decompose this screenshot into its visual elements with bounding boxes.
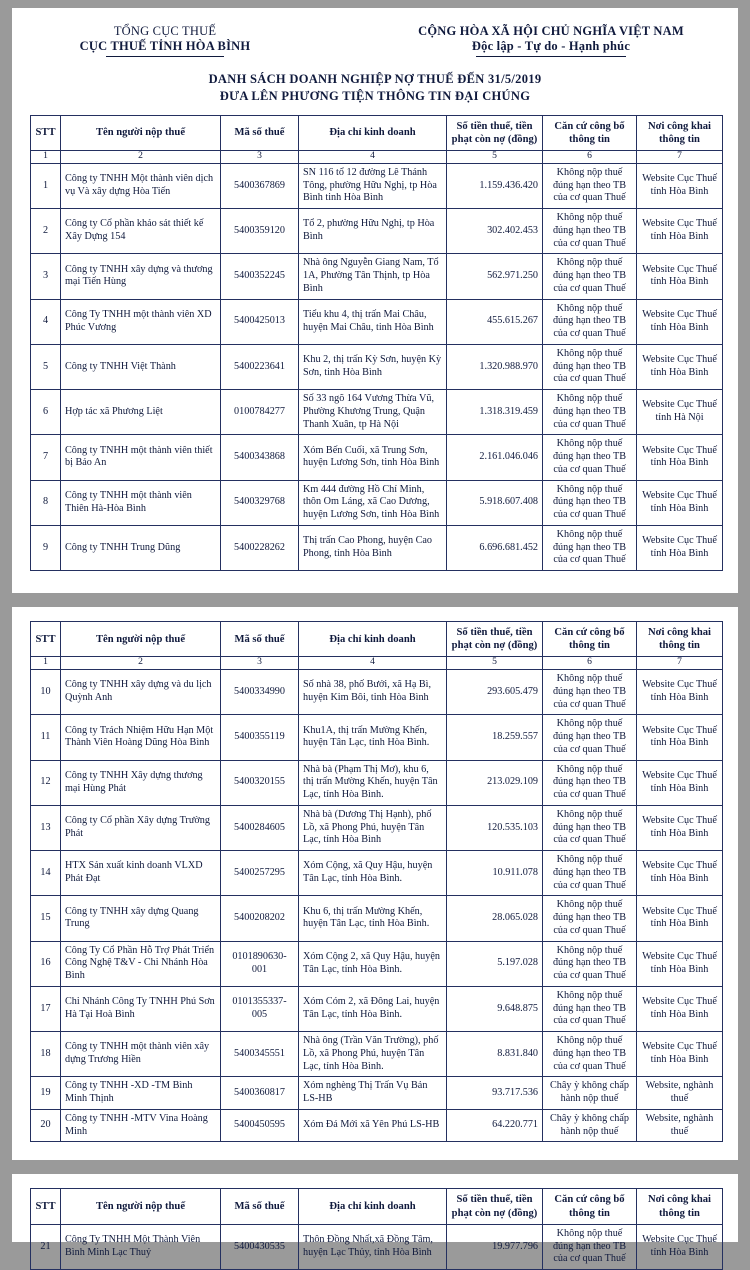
cell-amount: 1.159.436.420	[447, 163, 543, 208]
col-header-tax-code: Mã số thuế	[221, 115, 299, 150]
cell-tax-code: 5400223641	[221, 344, 299, 389]
cell-stt: 18	[31, 1032, 61, 1077]
col-number-7: 7	[637, 151, 723, 164]
col-number-2: 2	[61, 151, 221, 164]
cell-name: Công ty TNHH Một thành viên dịch vụ Và xây dựng Hòa Tiến	[61, 163, 221, 208]
issuing-authority-parent: TỔNG CỤC THUẾ	[113, 24, 217, 38]
cell-tax-code: 5400320155	[221, 760, 299, 805]
document-page-1	[12, 8, 738, 593]
cell-basis: Không nộp thuế đúng hạn theo TB của cơ quan Thuế	[543, 480, 637, 525]
cell-amount: 455.615.267	[447, 299, 543, 344]
document-title-line1: DANH SÁCH DOANH NGHIỆP NỢ THUẾ ĐẾN 31/5/2019	[208, 72, 542, 86]
cell-place: Website Cục Thuế tỉnh Hòa Bình	[637, 851, 723, 896]
cell-address: Xóm Đá Mới xã Yên Phú LS-HB	[299, 1109, 447, 1142]
cell-tax-code: 5400425013	[221, 299, 299, 344]
cell-address: Khu1A, thị trấn Mường Khến, huyện Tân Lạc, tỉnh Hòa Bình.	[299, 715, 447, 760]
cell-basis: Không nộp thuế đúng hạn theo TB của cơ quan Thuế	[543, 254, 637, 299]
debtor-table-page-2	[30, 621, 723, 1142]
cell-tax-code: 5400355119	[221, 715, 299, 760]
cell-basis: Không nộp thuế đúng hạn theo TB của cơ quan Thuế	[543, 435, 637, 480]
cell-place: Website Cục Thuế tỉnh Hòa Bình	[637, 941, 723, 986]
cell-basis: Không nộp thuế đúng hạn theo TB của cơ quan Thuế	[543, 715, 637, 760]
header-right-block	[386, 24, 716, 57]
page-gap-2	[0, 1160, 750, 1174]
cell-tax-code: 5400450595	[221, 1109, 299, 1142]
table-header-row	[31, 622, 723, 657]
cell-tax-code: 5400334990	[221, 670, 299, 715]
col-header-tax-code: Mã số thuế	[221, 622, 299, 657]
cell-amount: 120.535.103	[447, 805, 543, 850]
cell-amount: 19.977.796	[447, 1224, 543, 1269]
cell-place: Website, nghành thuế	[637, 1077, 723, 1110]
cell-name: Công Ty TNHH một thành viên XD Phúc Vương	[61, 299, 221, 344]
cell-stt: 7	[31, 435, 61, 480]
page-gap-1	[0, 593, 750, 607]
cell-name: Công Ty Cổ Phần Hỗ Trợ Phát Triển Công Nghệ T&V - Chi Nhánh Hòa Bình	[61, 941, 221, 986]
cell-amount: 18.259.557	[447, 715, 543, 760]
col-header-address: Địa chỉ kinh doanh	[299, 1189, 447, 1224]
col-header-stt: STT	[31, 115, 61, 150]
col-header-place: Nơi công khai thông tin	[637, 115, 723, 150]
header-right-rule	[476, 56, 626, 57]
cell-address: Xóm Cóm 2, xã Đông Lai, huyện Tân Lạc, tỉnh Hòa Bình.	[299, 986, 447, 1031]
debtor-table-page-3	[30, 1188, 723, 1270]
cell-amount: 1.320.988.970	[447, 344, 543, 389]
cell-tax-code: 5400257295	[221, 851, 299, 896]
cell-amount: 562.971.250	[447, 254, 543, 299]
table-row	[31, 851, 723, 896]
col-header-name: Tên người nộp thuế	[61, 1189, 221, 1224]
cell-stt: 5	[31, 344, 61, 389]
cell-basis: Không nộp thuế đúng hạn theo TB của cơ quan Thuế	[543, 986, 637, 1031]
cell-tax-code: 5400367869	[221, 163, 299, 208]
cell-place: Website Cục Thuế tỉnh Hòa Bình	[637, 760, 723, 805]
table-row	[31, 163, 723, 208]
cell-tax-code: 5400284605	[221, 805, 299, 850]
cell-stt: 1	[31, 163, 61, 208]
cell-amount: 64.220.771	[447, 1109, 543, 1142]
cell-address: Tổ 2, phường Hữu Nghị, tp Hòa Bình	[299, 209, 447, 254]
col-number-4: 4	[299, 151, 447, 164]
cell-name: Công ty TNHH Trung Dũng	[61, 525, 221, 570]
debtor-table-page-1	[30, 115, 723, 571]
cell-name: Công ty TNHH Xây dựng thương mại Hùng Phát	[61, 760, 221, 805]
table-header-row	[31, 115, 723, 150]
cell-address: Xóm Cộng 2, xã Quy Hậu, huyện Tân Lạc, tỉnh Hòa Bình.	[299, 941, 447, 986]
col-header-amount: Số tiền thuế, tiền phạt còn nợ (đồng)	[447, 622, 543, 657]
cell-basis: Không nộp thuế đúng hạn theo TB của cơ quan Thuế	[543, 941, 637, 986]
cell-basis: Không nộp thuế đúng hạn theo TB của cơ quan Thuế	[543, 1032, 637, 1077]
table-row	[31, 435, 723, 480]
header-left-block	[40, 24, 290, 57]
cell-basis: Không nộp thuế đúng hạn theo TB của cơ quan Thuế	[543, 525, 637, 570]
cell-place: Website Cục Thuế tỉnh Hòa Bình	[637, 299, 723, 344]
cell-name: Công ty TNHH xây dựng Quang Trung	[61, 896, 221, 941]
col-header-basis: Căn cứ công bố thông tin	[543, 115, 637, 150]
table-header-row	[31, 1189, 723, 1224]
table-row	[31, 390, 723, 435]
col-header-address: Địa chỉ kinh doanh	[299, 115, 447, 150]
cell-amount: 28.065.028	[447, 896, 543, 941]
cell-amount: 2.161.046.046	[447, 435, 543, 480]
cell-place: Website Cục Thuế tỉnh Hòa Bình	[637, 435, 723, 480]
cell-name: Công ty Cổ phần Xây dựng Trường Phát	[61, 805, 221, 850]
cell-basis: Không nộp thuế đúng hạn theo TB của cơ quan Thuế	[543, 1224, 637, 1269]
col-number-3: 3	[221, 657, 299, 670]
cell-address: Khu 2, thị trấn Kỳ Sơn, huyện Kỳ Sơn, tinh Hòa Bình	[299, 344, 447, 389]
cell-stt: 20	[31, 1109, 61, 1142]
cell-basis: Chây ỳ không chấp hành nộp thuế	[543, 1077, 637, 1110]
cell-basis: Chây ỳ không chấp hành nộp thuế	[543, 1109, 637, 1142]
document-header	[30, 24, 720, 57]
cell-basis: Không nộp thuế đúng hạn theo TB của cơ quan Thuế	[543, 896, 637, 941]
col-header-name: Tên người nộp thuế	[61, 622, 221, 657]
col-number-6: 6	[543, 657, 637, 670]
cell-amount: 5.918.607.408	[447, 480, 543, 525]
cell-name: HTX Sản xuất kinh doanh VLXD Phát Đạt	[61, 851, 221, 896]
cell-name: Công ty Trách Nhiệm Hữu Hạn Một Thành Viên Hoàng Dũng Hòa Bình	[61, 715, 221, 760]
cell-basis: Không nộp thuế đúng hạn theo TB của cơ quan Thuế	[543, 299, 637, 344]
cell-stt: 15	[31, 896, 61, 941]
cell-place: Website Cục Thuế tỉnh Hòa Bình	[637, 480, 723, 525]
issuing-authority: CỤC THUẾ TỈNH HÒA BÌNH	[79, 39, 251, 53]
col-number-5: 5	[447, 657, 543, 670]
national-title: CỘNG HÒA XÃ HỘI CHỦ NGHĨA VIỆT NAM	[418, 24, 684, 38]
cell-address: Xóm nghèng Thị Trấn Vụ Bản LS-HB	[299, 1077, 447, 1110]
col-header-address: Địa chỉ kinh doanh	[299, 622, 447, 657]
table-row	[31, 254, 723, 299]
cell-stt: 19	[31, 1077, 61, 1110]
table-row	[31, 344, 723, 389]
cell-place: Website Cục Thuế tỉnh Hòa Bình	[637, 715, 723, 760]
col-header-stt: STT	[31, 1189, 61, 1224]
cell-address: Km 444 đường Hồ Chí Minh, thôn Om Láng, xã Cao Dương, huyện Lương Sơn, tinh Hòa Bình	[299, 480, 447, 525]
cell-place: Website Cục Thuế tỉnh Hòa Bình	[637, 670, 723, 715]
document-title-line2: ĐƯA LÊN PHƯƠNG TIỆN THÔNG TIN ĐẠI CHÚNG	[219, 88, 531, 103]
cell-name: Công ty TNHH -MTV Vina Hoàng Minh	[61, 1109, 221, 1142]
cell-tax-code: 5400360817	[221, 1077, 299, 1110]
col-header-tax-code: Mã số thuế	[221, 1189, 299, 1224]
col-number-1: 1	[31, 657, 61, 670]
cell-stt: 14	[31, 851, 61, 896]
col-number-2: 2	[61, 657, 221, 670]
col-header-amount: Số tiền thuế, tiền phạt còn nợ (đồng)	[447, 115, 543, 150]
cell-place: Website, nghành thuế	[637, 1109, 723, 1142]
cell-tax-code: 0101355337-005	[221, 986, 299, 1031]
col-number-6: 6	[543, 151, 637, 164]
col-number-4: 4	[299, 657, 447, 670]
cell-stt: 2	[31, 209, 61, 254]
cell-amount: 9.648.875	[447, 986, 543, 1031]
cell-amount: 10.911.078	[447, 851, 543, 896]
cell-stt: 4	[31, 299, 61, 344]
table-row	[31, 896, 723, 941]
national-motto: Độc lập - Tự do - Hạnh phúc	[471, 39, 631, 53]
col-number-3: 3	[221, 151, 299, 164]
cell-place: Website Cục Thuế tỉnh Hòa Bình	[637, 986, 723, 1031]
cell-name: Công ty TNHH xây dựng và thương mại Tiến Hùng	[61, 254, 221, 299]
cell-basis: Không nộp thuế đúng hạn theo TB của cơ quan Thuế	[543, 670, 637, 715]
cell-place: Website Cục Thuế tỉnh Hòa Bình	[637, 525, 723, 570]
cell-name: Công ty TNHH xây dựng và du lịch Quỳnh Anh	[61, 670, 221, 715]
table-row	[31, 715, 723, 760]
page-title	[30, 71, 720, 105]
document-page-2	[12, 607, 738, 1160]
cell-address: Số 33 ngõ 164 Vương Thừa Vũ, Phường Khương Trung, Quận Thanh Xuân, tp Hà Nội	[299, 390, 447, 435]
cell-stt: 9	[31, 525, 61, 570]
cell-place: Website Cục Thuế tỉnh Hòa Bình	[637, 896, 723, 941]
cell-basis: Không nộp thuế đúng hạn theo TB của cơ quan Thuế	[543, 344, 637, 389]
table-column-number-row	[31, 151, 723, 164]
col-header-amount: Số tiền thuế, tiền phạt còn nợ (đồng)	[447, 1189, 543, 1224]
cell-stt: 11	[31, 715, 61, 760]
cell-stt: 8	[31, 480, 61, 525]
cell-tax-code: 5400359120	[221, 209, 299, 254]
cell-amount: 1.318.319.459	[447, 390, 543, 435]
cell-address: Số nhà 38, phố Bưởi, xã Hạ Bì, huyện Kim Bôi, tinh Hòa Bình	[299, 670, 447, 715]
table-row	[31, 805, 723, 850]
table-row	[31, 670, 723, 715]
cell-stt: 3	[31, 254, 61, 299]
table-row	[31, 1032, 723, 1077]
table-row	[31, 760, 723, 805]
cell-address: SN 116 tổ 12 đường Lê Thánh Tông, phường Hữu Nghị, tp Hòa Bình tinh Hòa Bình	[299, 163, 447, 208]
cell-name: Công ty TNHH -XD -TM Bình Minh Thịnh	[61, 1077, 221, 1110]
cell-stt: 17	[31, 986, 61, 1031]
col-header-basis: Căn cứ công bố thông tin	[543, 622, 637, 657]
cell-place: Website Cục Thuế tỉnh Hà Nội	[637, 390, 723, 435]
cell-address: Thôn Đồng Nhất,xã Đồng Tâm, huyện Lạc Thủy, tỉnh Hòa Bình	[299, 1224, 447, 1269]
cell-place: Website Cục Thuế tỉnh Hòa Bình	[637, 805, 723, 850]
cell-basis: Không nộp thuế đúng hạn theo TB của cơ quan Thuế	[543, 163, 637, 208]
cell-tax-code: 5400228262	[221, 525, 299, 570]
cell-name: Công ty TNHH một thành viên thiết bị Bảo An	[61, 435, 221, 480]
cell-address: Nhà ông (Trần Văn Trường), phố Lồ, xã Phong Phú, huyện Tân Lạc, tỉnh Hòa Bình.	[299, 1032, 447, 1077]
cell-name: Chi Nhánh Công Ty TNHH Phú Sơn Hà Tại Hoà Bình	[61, 986, 221, 1031]
cell-stt: 16	[31, 941, 61, 986]
table-row	[31, 299, 723, 344]
cell-amount: 5.197.028	[447, 941, 543, 986]
cell-basis: Không nộp thuế đúng hạn theo TB của cơ quan Thuế	[543, 390, 637, 435]
document-page-3	[12, 1174, 738, 1265]
cell-name: Công ty TNHH một thành viên xây dựng Trương Hiền	[61, 1032, 221, 1077]
table-row	[31, 209, 723, 254]
cell-address: Nhà ông Nguyễn Giang Nam, Tổ 1A, Phường Tân Thịnh, tp Hòa Bình	[299, 254, 447, 299]
cell-tax-code: 5400430535	[221, 1224, 299, 1269]
cell-name: Công ty TNHH một thành viên Thiên Hà-Hòa Bình	[61, 480, 221, 525]
col-header-place: Nơi công khai thông tin	[637, 1189, 723, 1224]
cell-address: Nhà bà (Dương Thị Hạnh), phố Lồ, xã Phong Phú, huyện Tân Lạc, tỉnh Hòa Bình	[299, 805, 447, 850]
cell-address: Khu 6, thị trấn Mường Khến, huyện Tân Lạc, tỉnh Hòa Bình.	[299, 896, 447, 941]
table-row	[31, 525, 723, 570]
col-header-stt: STT	[31, 622, 61, 657]
cell-stt: 10	[31, 670, 61, 715]
cell-place: Website Cục Thuế tỉnh Hòa Bình	[637, 254, 723, 299]
cell-tax-code: 0100784277	[221, 390, 299, 435]
cell-address: Tiểu khu 4, thị trấn Mai Châu, huyện Mai Châu, tinh Hòa Bình	[299, 299, 447, 344]
cell-amount: 93.717.536	[447, 1077, 543, 1110]
cell-tax-code: 5400345551	[221, 1032, 299, 1077]
col-number-1: 1	[31, 151, 61, 164]
col-header-name: Tên người nộp thuế	[61, 115, 221, 150]
cell-amount: 293.605.479	[447, 670, 543, 715]
cell-amount: 213.029.109	[447, 760, 543, 805]
table-row	[31, 941, 723, 986]
cell-tax-code: 5400343868	[221, 435, 299, 480]
cell-place: Website Cục Thuế tỉnh Hòa Bình	[637, 344, 723, 389]
cell-tax-code: 5400352245	[221, 254, 299, 299]
cell-basis: Không nộp thuế đúng hạn theo TB của cơ quan Thuế	[543, 851, 637, 896]
cell-address: Xóm Cộng, xã Quy Hậu, huyện Tân Lạc, tỉnh Hòa Bình.	[299, 851, 447, 896]
cell-name: Công Ty TNHH Một Thành Viên Bình Minh Lạc Thuỷ	[61, 1224, 221, 1269]
table-row	[31, 480, 723, 525]
cell-address: Xóm Bến Cuối, xã Trung Sơn, huyện Lương Sơn, tinh Hòa Bình	[299, 435, 447, 480]
cell-basis: Không nộp thuế đúng hạn theo TB của cơ quan Thuế	[543, 805, 637, 850]
cell-stt: 6	[31, 390, 61, 435]
cell-place: Website Cục Thuế tỉnh Hòa Bình	[637, 209, 723, 254]
cell-name: Công ty Cổ phần khảo sát thiết kế Xây Dựng 154	[61, 209, 221, 254]
col-number-5: 5	[447, 151, 543, 164]
table-row	[31, 1077, 723, 1110]
header-left-rule	[106, 56, 224, 57]
cell-address: Thị trấn Cao Phong, huyện Cao Phong, tỉnh Hòa Bình	[299, 525, 447, 570]
cell-place: Website Cục Thuế tỉnh Hòa Bình	[637, 1224, 723, 1269]
table-row	[31, 1109, 723, 1142]
cell-stt: 21	[31, 1224, 61, 1269]
cell-tax-code: 0101890630-001	[221, 941, 299, 986]
cell-address: Nhà bà (Phạm Thị Mơ), khu 6, thị trấn Mường Khến, huyện Tân Lạc, tỉnh Hòa Bình.	[299, 760, 447, 805]
table-row	[31, 1224, 723, 1269]
cell-stt: 13	[31, 805, 61, 850]
cell-amount: 6.696.681.452	[447, 525, 543, 570]
cell-name: Công ty TNHH Việt Thành	[61, 344, 221, 389]
cell-stt: 12	[31, 760, 61, 805]
cell-basis: Không nộp thuế đúng hạn theo TB của cơ quan Thuế	[543, 760, 637, 805]
cell-name: Hợp tác xã Phương Liệt	[61, 390, 221, 435]
cell-amount: 302.402.453	[447, 209, 543, 254]
cell-amount: 8.831.840	[447, 1032, 543, 1077]
table-row	[31, 986, 723, 1031]
cell-tax-code: 5400329768	[221, 480, 299, 525]
cell-tax-code: 5400208202	[221, 896, 299, 941]
cell-place: Website Cục Thuế tỉnh Hòa Bình	[637, 1032, 723, 1077]
col-number-7: 7	[637, 657, 723, 670]
table-column-number-row	[31, 657, 723, 670]
cell-place: Website Cục Thuế tỉnh Hòa Bình	[637, 163, 723, 208]
col-header-place: Nơi công khai thông tin	[637, 622, 723, 657]
col-header-basis: Căn cứ công bố thông tin	[543, 1189, 637, 1224]
cell-basis: Không nộp thuế đúng hạn theo TB của cơ quan Thuế	[543, 209, 637, 254]
